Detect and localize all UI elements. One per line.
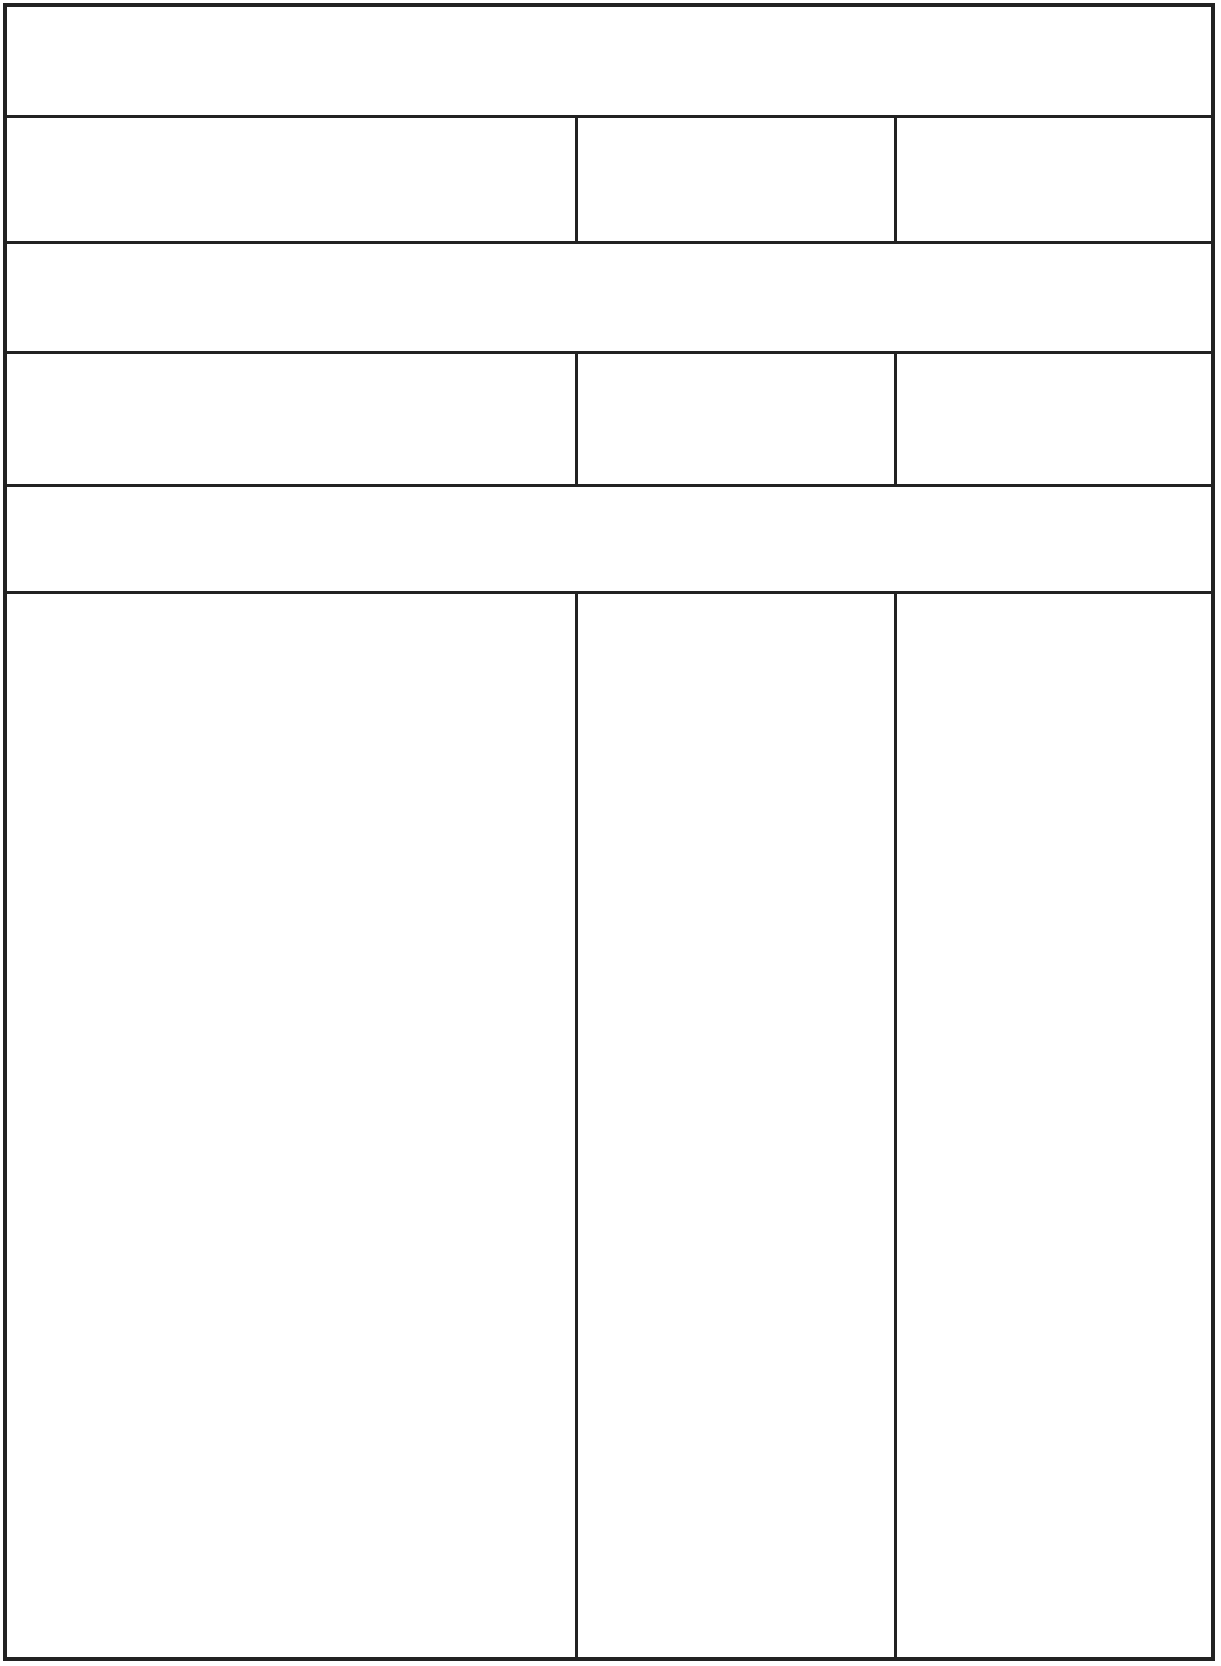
column-divider	[575, 354, 578, 484]
column-divider	[575, 594, 578, 1661]
divider	[7, 591, 1211, 594]
section-typical	[7, 487, 1211, 591]
divider	[7, 351, 1211, 354]
column-divider	[894, 118, 897, 241]
header-rws	[897, 118, 1211, 241]
header-nutrient	[7, 118, 575, 241]
nutrition-table	[3, 3, 1215, 1661]
column-divider	[575, 118, 578, 241]
column-divider	[894, 594, 897, 1661]
table-title	[7, 7, 1211, 115]
section-energy	[7, 244, 1211, 351]
header-portion	[578, 118, 894, 241]
column-divider	[894, 354, 897, 484]
